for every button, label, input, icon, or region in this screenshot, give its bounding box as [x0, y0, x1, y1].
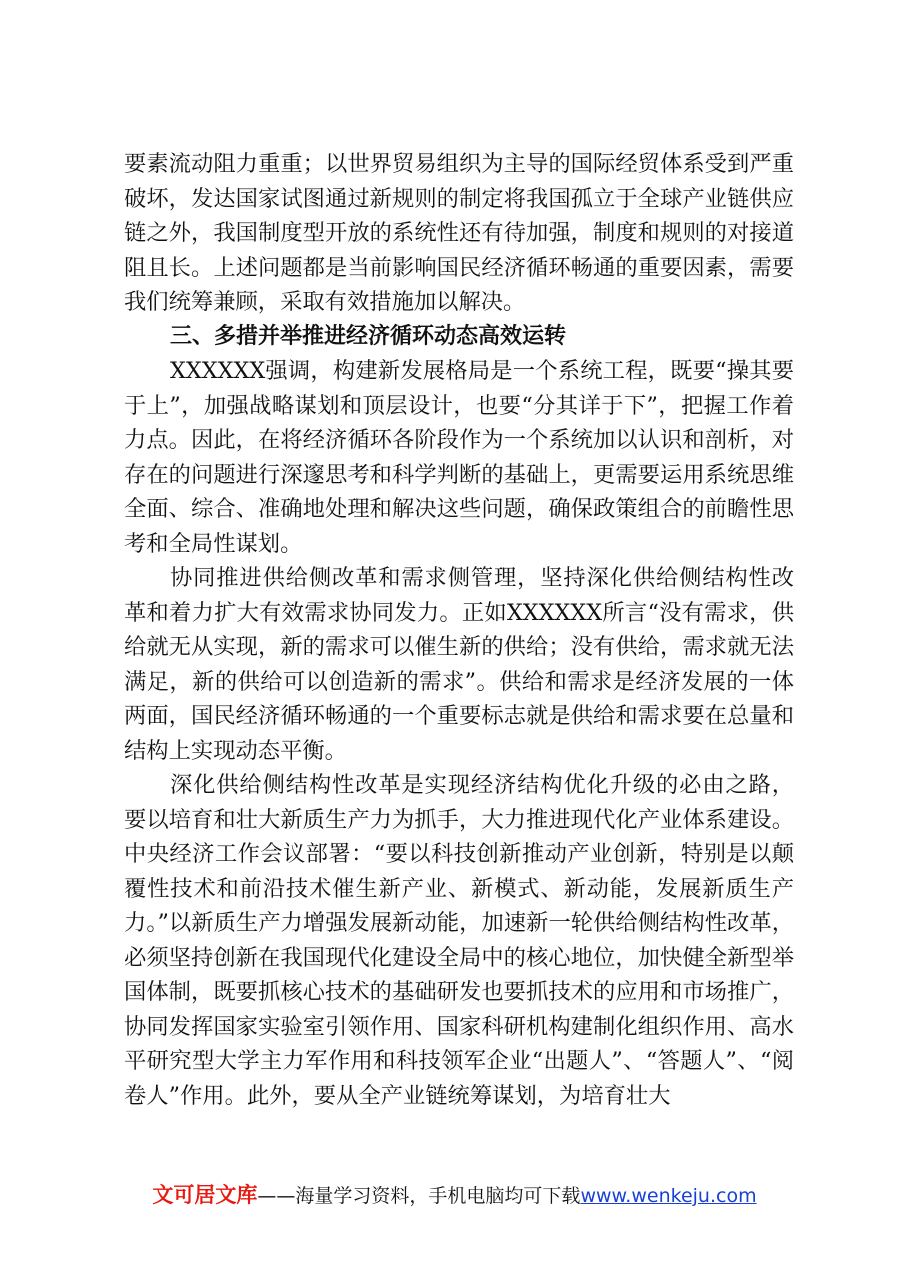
- section-heading: 三、多措并举推进经济循环动态高效运转: [170, 323, 567, 349]
- footer-slogan: ——海量学习资料，手机电脑均可下载: [257, 1185, 581, 1207]
- document-body: [124, 147, 794, 1113]
- footer-website-link[interactable]: www.wenkeju.com: [580, 1185, 757, 1207]
- paragraph-system-engineering: XXXXXX强调，构建新发展格局是一个系统工程，既要“操其要于上”，加强战略谋划和顶层设计，也要“分其详于下”，把握工作着力点。因此，在将经济循环各阶段作为一个系统加以认识和剖析，对存在的问题进行深邃思考和科学判断的基础上，更需要运用系统思维全面、综合、准确地处理和解决这些问题，确保政策组合的前瞻性思考和全局性谋划。: [124, 358, 794, 557]
- page-footer: [0, 1180, 909, 1211]
- paragraph-supply-demand: 协同推进供给侧改革和需求侧管理，坚持深化供给侧结构性改革和着力扩大有效需求协同发力。正如XXXXXX所言“没有需求，供给就无从实现，新的需求可以催生新的供给；没有供给，需求就无法满足，新的供给可以创造新的需求”。供给和需求是经济发展的一体两面，国民经济循环畅通的一个重要标志就是供给和需求要在总量和结构上实现动态平衡。: [124, 565, 794, 764]
- paragraph-continuation: 要素流动阻力重重；以世界贸易组织为主导的国际经贸体系受到严重破坏，发达国家试图通过新规则的制定将我国孤立于全球产业链供应链之外，我国制度型开放的系统性还有待加强，制度和规则的对接道阻且长。上述问题都是当前影响国民经济循环畅通的重要因素，需要我们统筹兼顾，采取有效措施加以解决。: [124, 151, 794, 315]
- footer-brand: 文可居文库: [152, 1183, 258, 1207]
- paragraph-structural-reform: 深化供给侧结构性改革是实现经济结构优化升级的必由之路，要以培育和壮大新质生产力为抓手，大力推进现代化产业体系建设。中央经济工作会议部署：“要以科技创新推动产业创新，特别是以颠覆性技术和前沿技术催生新产业、新模式、新动能，发展新质生产力。”以新质生产力增强发展新动能，加速新一轮供给侧结构性改革，必须坚持创新在我国现代化建设全局中的核心地位，加快健全新型举国体制，既要抓核心技术的基础研发也要抓技术的应用和市场推广，协同发挥国家实验室引领作用、国家科研机构建制化组织作用、高水平研究型大学主力军作用和科技领军企业“出题人”、“答题人”、“阅卷人”作用。此外，要从全产业链统筹谋划，为培育壮大: [124, 772, 794, 1109]
